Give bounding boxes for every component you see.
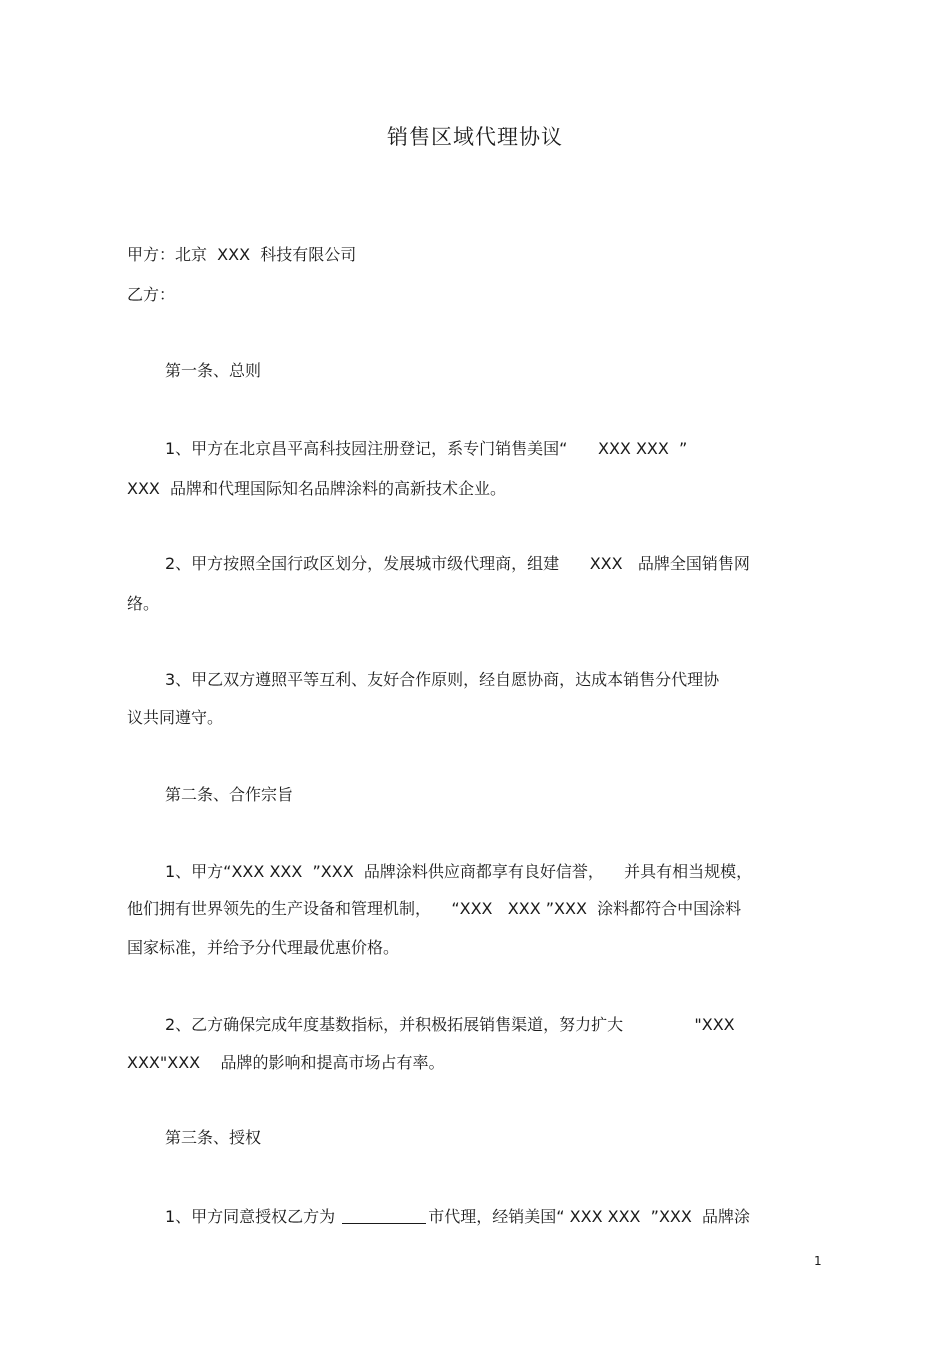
party-b: 乙方： <box>127 285 176 304</box>
article-1-para-2-line-1: 2、甲方按照全国行政区划分，发展城市级代理商，组建 XXX 品牌全国销售网 <box>165 554 750 573</box>
article-1-para-2-line-2: 络。 <box>127 594 160 613</box>
article-1-para-1-line-1: 1、甲方在北京昌平高科技园注册登记，系专门销售美国“ XXX XXX ” <box>165 439 688 458</box>
page-number: 1 <box>814 1254 822 1268</box>
article-3-para-1-line-1 <box>165 1205 865 1229</box>
article-2-para-2-line-1: 2、乙方确保完成年度基数指标，并积极拓展销售渠道，努力扩大 "XXX <box>165 1015 735 1034</box>
article-3-heading: 第三条、授权 <box>165 1128 262 1147</box>
article-2-heading: 第二条、合作宗旨 <box>165 785 294 804</box>
article-1-para-1-line-2: XXX 品牌和代理国际知名品牌涂料的高新技术企业。 <box>127 479 507 498</box>
article-1-heading: 第一条、总则 <box>165 361 262 380</box>
article-1-para-3-line-2: 议共同遵守。 <box>127 708 224 727</box>
article-2-para-2-line-2: XXX"XXX 品牌的影响和提高市场占有率。 <box>127 1053 445 1072</box>
article-3-para-1-suffix: 市代理，经销美国“ XXX XXX ”XXX 品牌涂 <box>428 1207 751 1226</box>
article-3-para-1-prefix: 1、甲方同意授权乙方为 <box>165 1207 341 1226</box>
article-1-para-3-line-1: 3、甲乙双方遵照平等互利、友好合作原则，经自愿协商，达成本销售分代理协 <box>165 670 720 689</box>
document-title: 销售区域代理协议 <box>387 125 563 149</box>
article-2-para-1-line-1: 1、甲方“XXX XXX ”XXX 品牌涂料供应商都享有良好信誉， 并具有相当规模， <box>165 862 753 881</box>
city-blank-field[interactable] <box>342 1207 426 1224</box>
article-2-para-1-line-3: 国家标准，并给予分代理最优惠价格。 <box>127 938 400 957</box>
article-2-para-1-line-2: 他们拥有世界领先的生产设备和管理机制， “XXX XXX ”XXX 涂料都符合中国涂料 <box>127 899 742 918</box>
party-a: 甲方：北京 XXX 科技有限公司 <box>127 245 357 264</box>
